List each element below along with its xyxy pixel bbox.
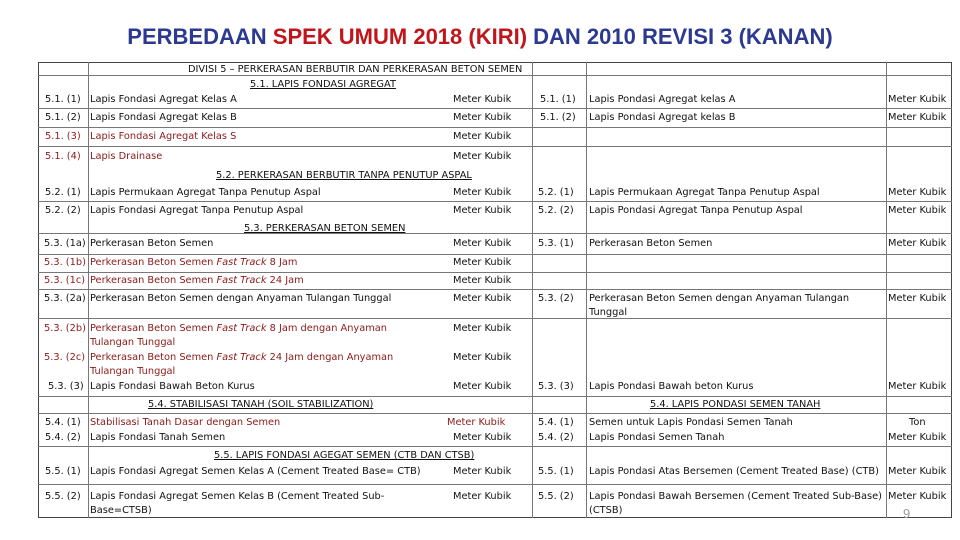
- title-part-3: DAN 2010 REVISI 3 (KANAN): [527, 24, 833, 49]
- left-unit: Meter Kubik: [453, 491, 512, 502]
- right-description: Perkerasan Beton Semen dengan Anyaman Tulangan Tunggal: [589, 293, 850, 318]
- left-description: Lapis Fondasi Agregat Semen Kelas B (Cement Treated Sub-Base=CTSB): [90, 491, 385, 516]
- left-description: Perkerasan Beton Semen Fast Track 24 Jam dengan Anyaman Tulangan Tunggal: [90, 352, 394, 377]
- left-code: 5.2. (1): [45, 187, 81, 198]
- left-code: 5.2. (2): [45, 205, 81, 216]
- right-unit: Ton: [909, 417, 926, 428]
- right-unit: Meter Kubik: [888, 381, 947, 392]
- right-description: Lapis Pondasi Agregat kelas B: [589, 112, 736, 123]
- right-unit: Meter Kubik: [888, 112, 947, 123]
- right-description: Lapis Pondasi Atas Bersemen (Cement Treated Base) (CTB): [589, 466, 879, 477]
- right-code: 5.5. (2): [538, 491, 574, 502]
- left-code: 5.3. (2c): [44, 352, 86, 363]
- left-code: 5.1. (3): [45, 131, 81, 142]
- section-5-3-header: 5.3. PERKERASAN BETON SEMEN: [244, 223, 406, 234]
- left-code: 5.4. (1): [45, 417, 81, 428]
- right-description: Lapis Pondasi Agregat kelas A: [589, 94, 736, 105]
- right-code: 5.1. (1): [540, 94, 576, 105]
- right-description: Lapis Pondasi Semen Tanah: [589, 432, 725, 443]
- right-code: 5.4. (1): [538, 417, 574, 428]
- left-unit: Meter Kubik: [453, 352, 512, 363]
- left-code: 5.3. (1a): [44, 238, 86, 249]
- left-description: Lapis Drainase: [90, 151, 163, 162]
- title-part-2: SPEK UMUM 2018 (KIRI): [272, 24, 528, 49]
- left-description: Perkerasan Beton Semen Fast Track 8 Jam dengan Anyaman Tulangan Tunggal: [90, 323, 387, 348]
- right-code: 5.4. (2): [538, 432, 574, 443]
- title-part-1: PERBEDAAN: [127, 24, 273, 49]
- left-description: Lapis Fondasi Agregat Semen Kelas A (Cement Treated Base= CTB): [90, 466, 421, 477]
- right-unit: Meter Kubik: [888, 238, 947, 249]
- section-5-5-header: 5.5. LAPIS FONDASI AGEGAT SEMEN (CTB DAN CTSB): [214, 450, 475, 461]
- left-code: 5.3. (2b): [44, 323, 86, 334]
- left-unit: Meter Kubik: [453, 381, 512, 392]
- right-code: 5.3. (3): [538, 381, 574, 392]
- left-code: 5.3. (1c): [44, 275, 86, 286]
- left-unit: Meter Kubik: [453, 112, 512, 123]
- left-code: 5.4. (2): [45, 432, 81, 443]
- right-description: Semen untuk Lapis Pondasi Semen Tanah: [589, 417, 793, 428]
- right-code: 5.5. (1): [538, 466, 574, 477]
- left-unit: Meter Kubik: [447, 417, 506, 428]
- left-unit: Meter Kubik: [453, 432, 512, 443]
- page-number: 9: [903, 506, 911, 521]
- section-5-4-left-header: 5.4. STABILISASI TANAH (SOIL STABILIZATION): [148, 399, 374, 410]
- left-code: 5.5. (1): [45, 466, 81, 477]
- left-code: 5.5. (2): [45, 491, 81, 502]
- left-description: Lapis Fondasi Tanah Semen: [90, 432, 226, 443]
- left-description: Lapis Fondasi Agregat Tanpa Penutup Aspal: [90, 205, 304, 216]
- right-code: 5.2. (2): [538, 205, 574, 216]
- left-code: 5.1. (2): [45, 112, 81, 123]
- left-unit: Meter Kubik: [453, 293, 512, 304]
- left-description: Perkerasan Beton Semen dengan Anyaman Tulangan Tunggal: [90, 293, 392, 304]
- right-unit: Meter Kubik: [888, 187, 947, 198]
- right-code: 5.3. (2): [538, 293, 574, 304]
- left-description: Perkerasan Beton Semen Fast Track 8 Jam: [90, 257, 298, 268]
- left-unit: Meter Kubik: [453, 131, 512, 142]
- left-description: Lapis Fondasi Agregat Kelas A: [90, 94, 237, 105]
- right-code: 5.2. (1): [538, 187, 574, 198]
- left-description: Lapis Fondasi Agregat Kelas S: [90, 131, 237, 142]
- left-unit: Meter Kubik: [453, 205, 512, 216]
- section-5-2-header: 5.2. PERKERASAN BERBUTIR TANPA PENUTUP ASPAL: [216, 170, 472, 181]
- left-code: 5.3. (3): [48, 381, 84, 392]
- slide-title: [0, 24, 960, 50]
- left-unit: Meter Kubik: [453, 94, 512, 105]
- right-code: 5.3. (1): [538, 238, 574, 249]
- right-unit: Meter Kubik: [888, 205, 947, 216]
- left-unit: Meter Kubik: [453, 257, 512, 268]
- left-code: 5.1. (4): [45, 151, 81, 162]
- right-description: Perkerasan Beton Semen: [589, 238, 713, 249]
- section-5-1-header: 5.1. LAPIS FONDASI AGREGAT: [250, 79, 396, 90]
- right-description: Lapis Pondasi Agregat Tanpa Penutup Aspal: [589, 205, 803, 216]
- right-unit: Meter Kubik: [888, 94, 947, 105]
- right-unit: Meter Kubik: [888, 491, 947, 502]
- left-description: Perkerasan Beton Semen: [90, 238, 214, 249]
- right-unit: Meter Kubik: [888, 432, 947, 443]
- right-description: Lapis Pondasi Bawah beton Kurus: [589, 381, 754, 392]
- left-unit: Meter Kubik: [453, 187, 512, 198]
- left-description: Perkerasan Beton Semen Fast Track 24 Jam: [90, 275, 304, 286]
- left-description: Lapis Fondasi Agregat Kelas B: [90, 112, 237, 123]
- right-unit: Meter Kubik: [888, 293, 947, 304]
- left-unit: Meter Kubik: [453, 151, 512, 162]
- division-header: DIVISI 5 – PERKERASAN BERBUTIR DAN PERKERASAN BETON SEMEN: [188, 64, 523, 75]
- left-unit: Meter Kubik: [453, 466, 512, 477]
- right-code: 5.1. (2): [540, 112, 576, 123]
- left-code: 5.3. (1b): [44, 257, 86, 268]
- left-description: Lapis Permukaan Agregat Tanpa Penutup Aspal: [90, 187, 321, 198]
- left-code: 5.3. (2a): [44, 293, 86, 304]
- left-unit: Meter Kubik: [453, 275, 512, 286]
- right-description: Lapis Permukaan Agregat Tanpa Penutup Aspal: [589, 187, 820, 198]
- left-description: Stabilisasi Tanah Dasar dengan Semen: [90, 417, 281, 428]
- left-unit: Meter Kubik: [453, 323, 512, 334]
- left-unit: Meter Kubik: [453, 238, 512, 249]
- right-unit: Meter Kubik: [888, 466, 947, 477]
- left-code: 5.1. (1): [45, 94, 81, 105]
- left-description: Lapis Fondasi Bawah Beton Kurus: [90, 381, 255, 392]
- section-5-4-right-header: 5.4. LAPIS PONDASI SEMEN TANAH: [650, 399, 821, 410]
- right-description: Lapis Pondasi Bawah Bersemen (Cement Treated Sub-Base) (CTSB): [589, 491, 882, 516]
